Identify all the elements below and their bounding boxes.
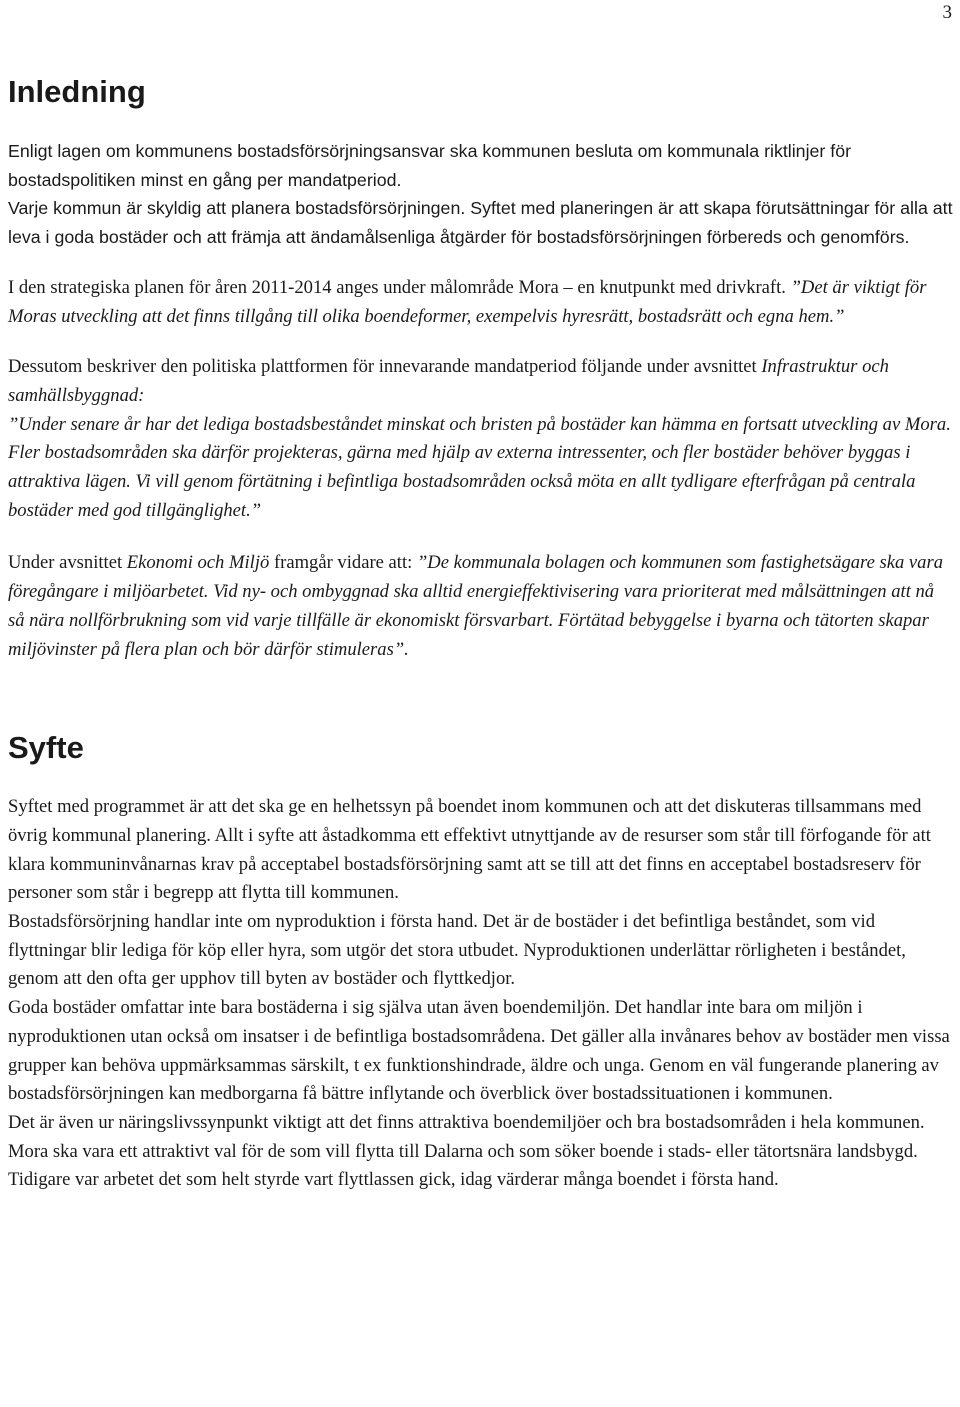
strategic-plan-quote: ”Det är viktigt för Moras utveckling att det finns tillgång till olika boendeformer, exempelvis hyresrätt, bostadsrätt och egna hem.” — [8, 276, 927, 327]
paragraph-purpose-4: Det är även ur näringslivssynpunkt viktigt att det finns attraktiva boendemiljöer och bra bostadsområden i hela kommunen. Mora ska vara ett attraktivt val för de som vill flytta till Dalarna och som söker boende i stads- eller tätortsnära landsbygd. Tidigare var arbetet det som helt styrde vart flyttlassen gick, idag värderar många boendet i första hand. — [8, 1111, 925, 1191]
section-heading-syfte: Syfte — [8, 730, 84, 766]
intro-sentence-3: Syftet med planeringen är att skapa förutsättningar för alla att leva i goda bostäder och att främja att ändamålsenliga åtgärder för bostadsförsörjningen förbereds och genomförs. — [8, 198, 953, 248]
intro-sentence-2: Varje kommun är skyldig att planera bostadsförsörjningen. — [8, 198, 471, 219]
economy-text-b: framgår vidare att: — [269, 552, 417, 574]
paragraph-purpose-3: Goda bostäder omfattar inte bara bostäderna i sig själva utan även boendemiljön. Det handlar inte bara om miljön i nyproduktionen utan också om insatser i de befintliga bostadsområdena. Det gäller alla invånares behov av bostäder men vissa grupper kan behöva uppmärksammas särskilt, t ex funktionshindrade, äldre och unga. Genom en väl fungerande planering av bostadsförsörjningen kan medborgarna få bättre inflytande och överblick över bostadssituationen i kommunen. — [8, 997, 950, 1105]
paragraph-purpose-2: Bostadsförsörjning handlar inte om nyproduktion i första hand. Det är de bostäder i det befintliga beståndet, som vid flyttningar blir lediga för köp eller hyra, som utgör det stora utbudet. Nyproduktionen underlättar rörligheten i beståndet, genom att den ofta ger upphov till byten av bostäder och flyttkedjor. — [8, 911, 906, 990]
economy-text-a: Under avsnittet — [8, 552, 127, 574]
economy-section-name: Ekonomi och Miljö — [126, 552, 270, 574]
paragraph-purpose-1: Syftet med programmet är att det ska ge en helhetssyn på boendet inom kommunen och att det diskuteras tillsammans med övrig kommunal planering. Allt i syfte att åstadkomma ett effektivt utnyttjande av de resurser som står till förfogande för att klara kommuninvånarnas krav på acceptabel bostadsförsörjning samt att se till att det finns en acceptabel bostadsreserv för personer som står i begrepp att flytta till kommunen. — [8, 796, 931, 904]
platform-quote: ”Under senare år har det lediga bostadsbeståndet minskat och bristen på bostäder kan hämma en fortsatt utveckling av Mora. Fler bostadsområden ska därför projekteras, gärna med hjälp av externa intressenter, och fler bostäder behöver byggas i attraktiva lägen. Vi vill genom förtätning i befintliga bostadsområden också möta en allt tydligare efterfrågan på centrala bostäder med god tillgänglighet.” — [8, 413, 951, 521]
paragraph-economy-environment — [8, 549, 954, 664]
strategic-plan-text: I den strategiska planen för åren 2011-2014 anges under målområde Mora – en knutpunkt med drivkraft. — [8, 276, 791, 298]
platform-text: Dessutom beskriver den politiska plattformen för innevarande mandatperiod följande under avsnittet — [8, 356, 762, 378]
economy-quote: ”De kommunala bolagen och kommunen som fastighetsägare ska vara föregångare i miljöarbetet. Vid ny- och ombyggnad ska alltid energieffektivisering vara prioriterat med målsättningen att nå så nära nollförbrukning som vid varje tillfälle är ekonomiskt försvarbart. Förtätad bebyggelse i byarna och tätorten skapar miljövinster på flera plan och bör därför stimuleras”. — [8, 552, 944, 660]
intro-sentence-1: Enligt lagen om kommunens bostadsförsörjningsansvar ska kommunen besluta om kommunala riktlinjer för bostadspolitiken minst en gång per mandatperiod. — [8, 141, 852, 190]
paragraph-political-platform — [8, 353, 954, 525]
section-heading-inledning: Inledning — [8, 74, 146, 109]
page-number: 3 — [942, 2, 952, 23]
paragraph-intro — [8, 137, 954, 252]
paragraph-strategic-plan — [8, 274, 954, 331]
document-body — [8, 60, 954, 1195]
platform-section-name: Infrastruktur och samhällsbyggnad: — [8, 356, 889, 406]
